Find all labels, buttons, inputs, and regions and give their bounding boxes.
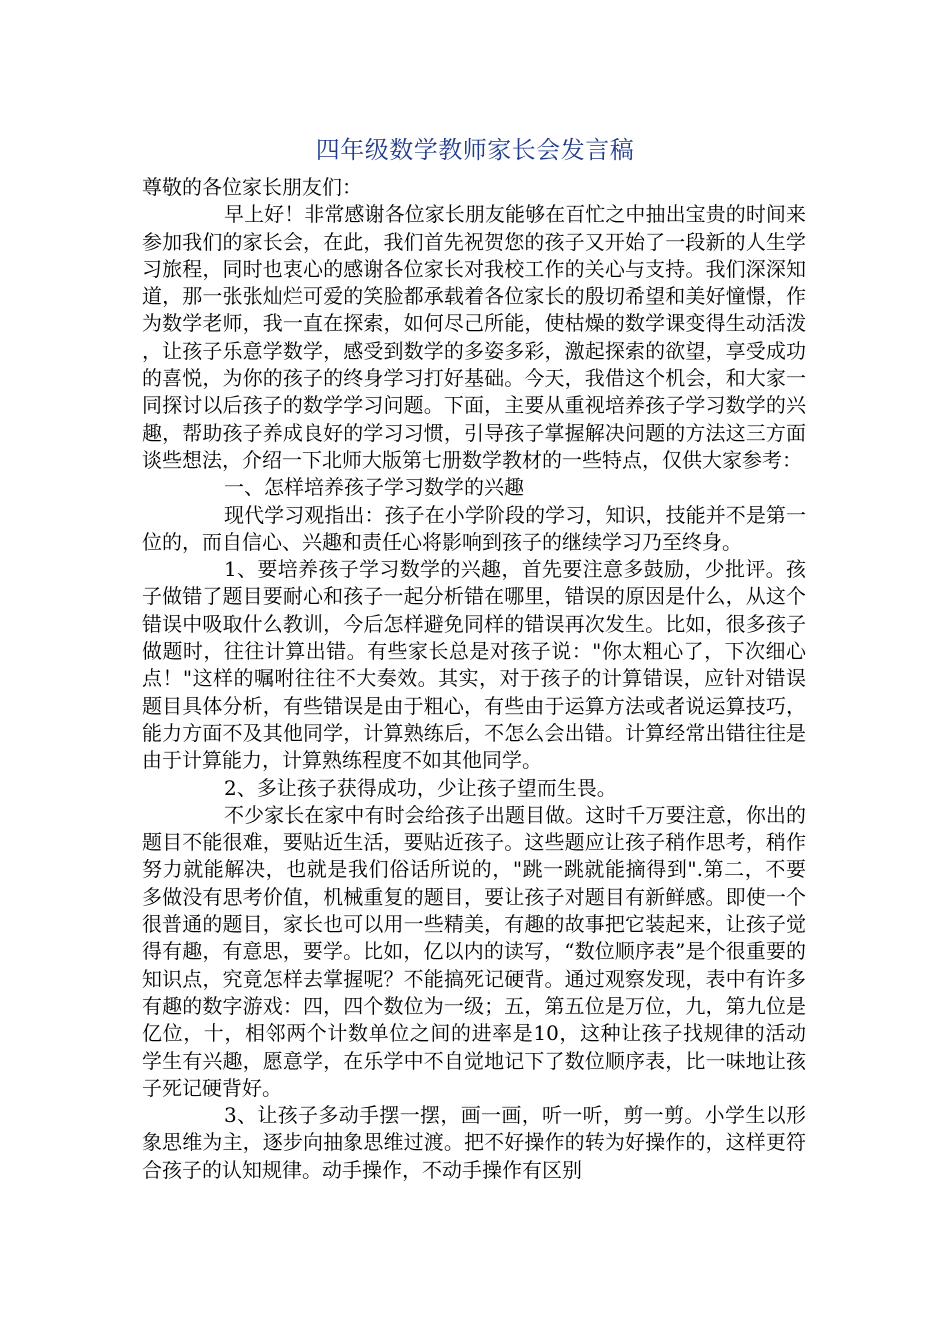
paragraph-greeting: 早上好！非常感谢各位家长朋友能够在百忙之中抽出宝贵的时间来参加我们的家长会，在此，我们首先祝贺您的孩子又开始了一段新的人生学习旅程，同时也衷心的感谢各位家长对我校工作的关心与支持。我们深深知道，那一张张灿烂可爱的笑脸都承载着各位家长的殷切希望和美好憧憬，作为数学老师，我一直在探索，如何尽己所能，使枯燥的数学课变得生动活泼，让孩子乐意学数学，感受到数学的多姿多彩，激起探索的欲望，享受成功的喜悦，为你的孩子的终身学习打好基础。今天，我借这个机会，和大家一同探讨以后孩子的数学学习问题。下面，主要从重视培养孩子学习数学的兴趣，帮助孩子养成良好的学习习惯，引导孩子掌握解决问题的方法这三方面谈些想法，介绍一下北师大版第七册数学教材的一些特点，仅供大家参考： [142,202,806,472]
paragraph-learning-view: 现代学习观指出：孩子在小学阶段的学习，知识，技能并不是第一位的，而自信心、兴趣和责任心将影响到孩子的继续学习乃至终身。 [142,502,806,554]
section-heading: 一、怎样培养孩子学习数学的兴趣 [224,475,524,500]
document-title: 四年级数学教师家长会发言稿 [315,136,635,164]
salutation: 尊敬的各位家长朋友们： [142,175,362,199]
paragraph-point-2-heading: 2、多让孩子获得成功，少让孩子望而生畏。 [224,775,617,800]
document-body [142,174,806,1184]
paragraph-point-1: 1、要培养孩子学习数学的兴趣，首先要注意多鼓励，少批评。孩子做错了题目要耐心和孩子一起分析错在哪里，错误的原因是什么，从这个错误中吸取什么教训，今后怎样避免同样的错误再次发生。比如，很多孩子做题时，往往计算出错。有些家长总是对孩子说："你太粗心了，下次细心点！"这样的嘱咐往往不大奏效。其实，对于孩子的计算错误，应针对错误题目具体分析，有些错误是由于粗心，有些由于运算方法或者说运算技巧，能力方面不及其他同学，计算熟练后，不怎么会出错。计算经常出错往往是由于计算能力，计算熟练程度不如其他同学。 [142,557,806,773]
paragraph-point-2-body: 不少家长在家中有时会给孩子出题目做。这时千万要注意，你出的题目不能很难，要贴近生活，要贴近孩子。这些题应让孩子稍作思考，稍作努力就能解决，也就是我们俗话所说的，"跳一跳就能摘得到".第二，不要多做没有思考价值，机械重复的题目，要让孩子对题目有新鲜感。即使一个很普通的题目，家长也可以用一些精美，有趣的故事把它装起来，让孩子觉得有趣，有意思，要学。比如，亿以内的读写，“数位顺序表”是个很重要的知识点，究竟怎样去掌握呢？不能搞死记硬背。通过观察发现，表中有许多有趣的数字游戏：四，四个数位为一级；五，第五位是万位，九，第九位是亿位，十，相邻两个计数单位之间的进率是10，这种让孩子找规律的活动学生有兴趣，愿意学，在乐学中不自觉地记下了数位顺序表，比一味地让孩子死记硬背好。 [142,802,806,1100]
paragraph-point-3: 3、让孩子多动手摆一摆，画一画，听一听，剪一剪。小学生以形象思维为主，逐步向抽象思维过渡。把不好操作的转为好操作的，这样更符合孩子的认知规律。动手操作，不动手操作有区别 [142,1103,806,1182]
